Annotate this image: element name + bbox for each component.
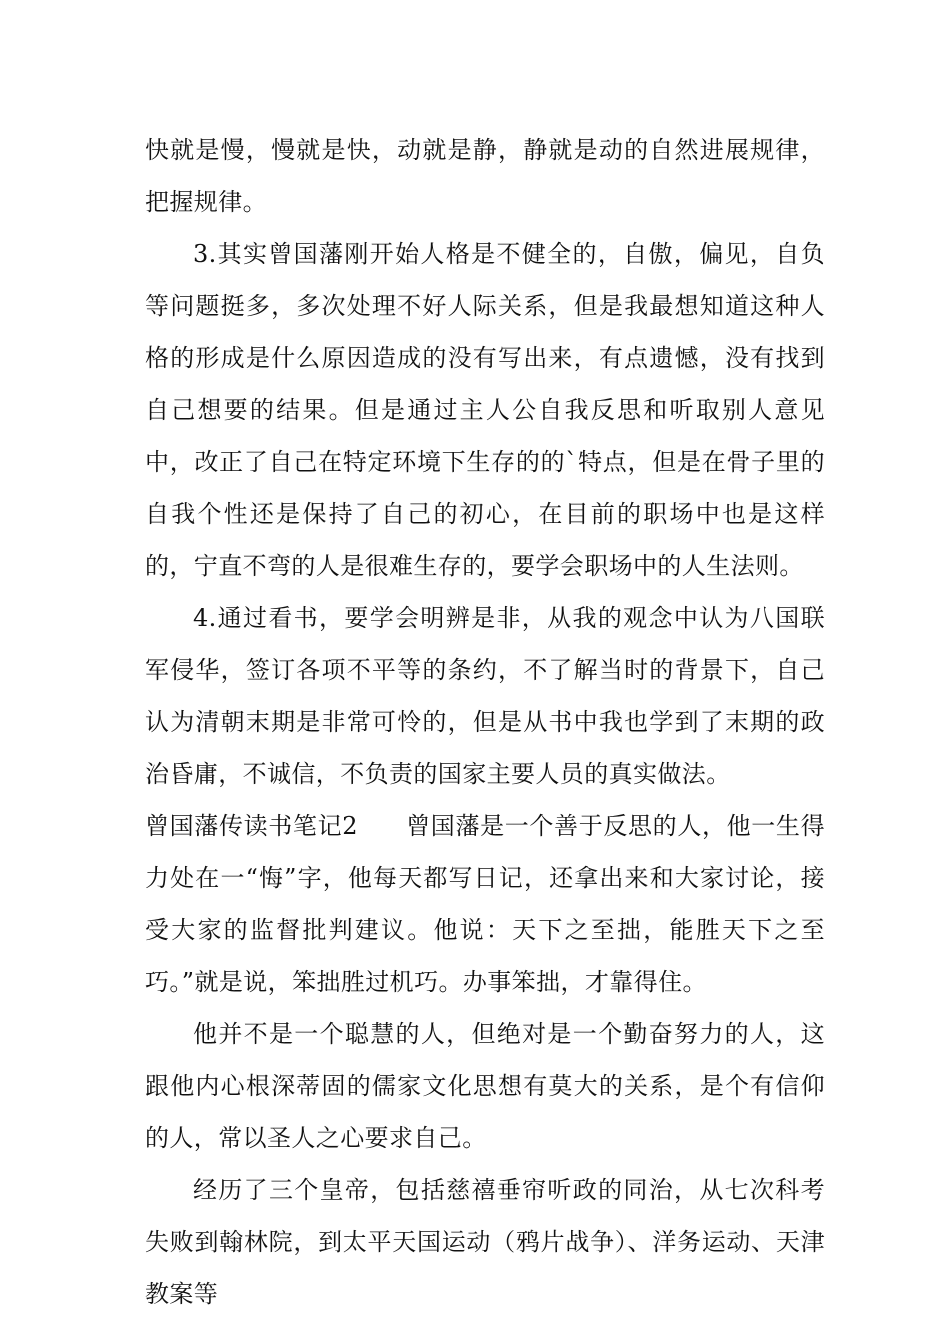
paragraph-point-4: 4.通过看书，要学会明辨是非，从我的观念中认为八国联军侵华，签订各项不平等的条约，不了解当时的背景下，自己认为清朝末期是非常可怜的，但是从书中我也学到了末期的政治昏庸，不诚信，不负责的国家主要人员的真实做法。: [145, 604, 825, 788]
section-2-heading: 曾国藩传读书笔记2: [145, 812, 358, 840]
paragraph-history: 经历了三个皇帝，包括慈禧垂帘听政的同治，从七次科考失败到翰林院，到太平天国运动（鸦片战争）、洋务运动、天津教案等: [145, 1176, 825, 1308]
section-2-first-paragraph: [145, 800, 825, 1008]
paragraph-diligence: 他并不是一个聪慧的人，但绝对是一个勤奋努力的人，这跟他内心根深蒂固的儒家文化思想有莫大的关系，是个有信仰的人，常以圣人之心要求自己。: [145, 1020, 825, 1152]
paragraph-point-3: 3.其实曾国藩刚开始人格是不健全的，自傲，偏见，自负等问题挺多，多次处理不好人际关系，但是我最想知道这种人格的形成是什么原因造成的没有写出来，有点遗憾，没有找到自己想要的结果。但是通过主人公自我反思和听取别人意见中，改正了自己在特定环境下生存的的`特点，但是在骨子里的自我个性还是保持了自己的初心，在目前的职场中也是这样的，宁直不弯的人是很难生存的，要学会职场中的人生法则。: [145, 240, 825, 580]
section-2-intro-text: 曾国藩是一个善于反思的人，他一生得力处在一“悔”字，他每天都写日记，还拿出来和大家讨论，接受大家的监督批判建议。他说：天下之至拙，能胜天下之至巧。”就是说，笨拙胜过机巧。办事笨拙，才靠得住。: [145, 812, 825, 996]
paragraph-continued: 快就是慢，慢就是快，动就是静，静就是动的自然进展规律，把握规律。: [145, 136, 825, 216]
document-body: [145, 124, 825, 1320]
